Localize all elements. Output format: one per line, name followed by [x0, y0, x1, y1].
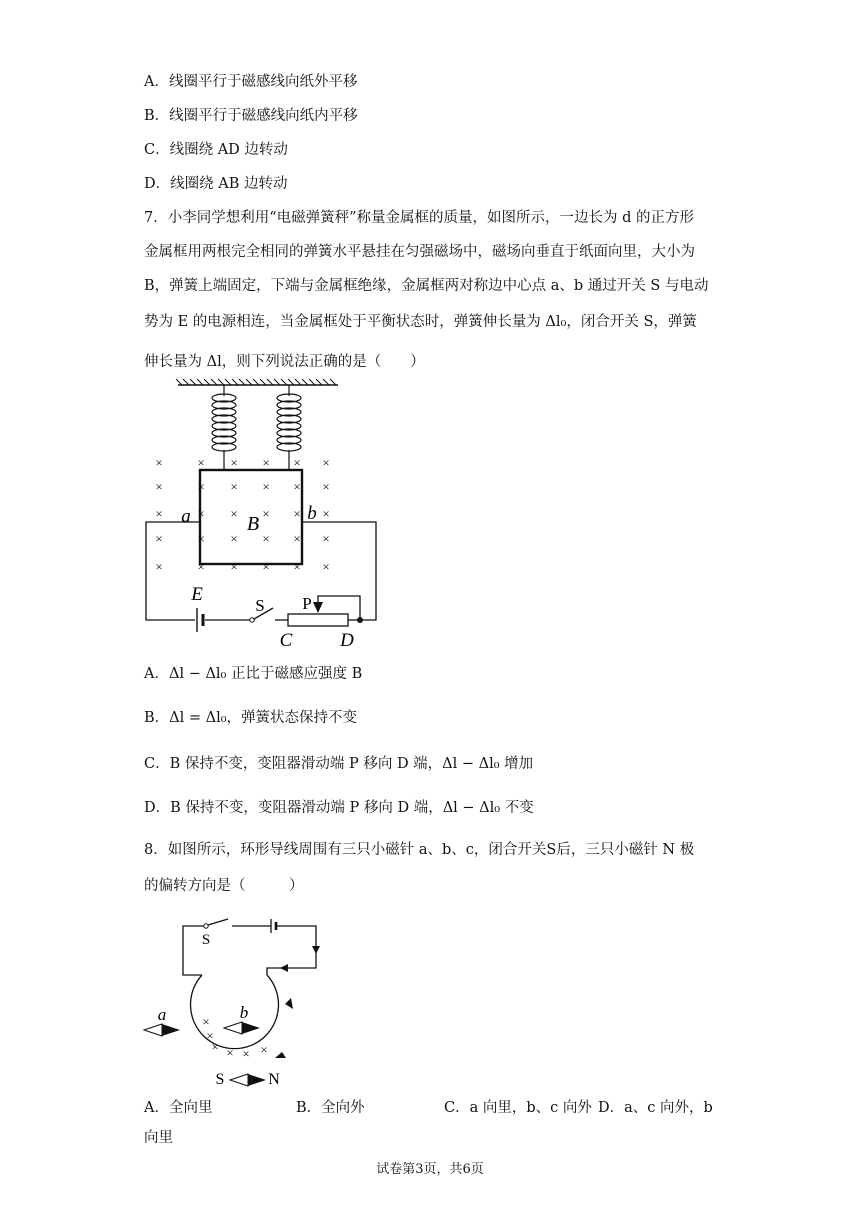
- q7-figure: [140, 378, 390, 651]
- q8-option-d: D．a、c 向外，b: [598, 1100, 713, 1116]
- label-b: b: [239, 1003, 249, 1022]
- q6-option-b: B．线圈平行于磁感线向纸内平移: [144, 108, 358, 124]
- field-cross: ×: [155, 506, 163, 521]
- label-P: P: [302, 594, 312, 613]
- field-cross: ×: [293, 455, 301, 470]
- q7-option-c: C．B 保持不变，变阻器滑动端 P 移向 D 端，Δl − Δl₀ 增加: [144, 756, 534, 772]
- label-switch-S: S: [201, 932, 211, 948]
- field-cross: ×: [230, 455, 238, 470]
- field-cross: ×: [211, 1039, 219, 1054]
- field-cross: ×: [197, 506, 205, 521]
- field-cross: ×: [262, 559, 270, 574]
- q8-stem-line2: 的偏转方向是（ ）: [144, 878, 304, 894]
- q6-option-c: C．线圈绕 AD 边转动: [144, 142, 288, 158]
- q7-option-d: D．B 保持不变，变阻器滑动端 P 移向 D 端，Δl − Δl₀ 不变: [144, 800, 534, 816]
- field-cross: ×: [260, 1042, 268, 1057]
- field-cross: ×: [155, 531, 163, 546]
- field-cross: ×: [322, 559, 330, 574]
- field-cross: ×: [155, 559, 163, 574]
- label-E: E: [191, 584, 203, 605]
- label-D: D: [340, 630, 354, 651]
- q6-option-d: D．线圈绕 AB 边转动: [144, 176, 288, 192]
- field-cross: ×: [322, 455, 330, 470]
- field-cross: ×: [293, 531, 301, 546]
- field-cross: ×: [262, 506, 270, 521]
- field-cross: ×: [322, 479, 330, 494]
- q8-option-c: C．a 向里，b、c 向外: [444, 1100, 592, 1116]
- q6-option-a: A．线圈平行于磁感线向纸外平移: [144, 74, 358, 90]
- field-cross: ×: [155, 479, 163, 494]
- q7-stem-line2: 金属框用两根完全相同的弹簧水平悬挂在匀强磁场中，磁场向垂直于纸面向里，大小为: [144, 244, 695, 260]
- q8-option-a: A．全向里: [144, 1100, 213, 1116]
- field-cross: ×: [293, 506, 301, 521]
- field-cross: ×: [230, 559, 238, 574]
- q7-stem-line1: 7．小李同学想利用“电磁弹簧秤”称量金属框的质量，如图所示，一边长为 d 的正方形: [144, 210, 695, 226]
- field-cross: ×: [322, 506, 330, 521]
- field-cross: ×: [262, 479, 270, 494]
- field-cross: ×: [202, 1014, 210, 1029]
- field-cross: ×: [197, 559, 205, 574]
- q7-option-a: A．Δl − Δl₀ 正比于磁感应强度 B: [144, 666, 363, 682]
- field-cross: ×: [206, 1028, 214, 1043]
- field-cross: ×: [293, 559, 301, 574]
- q8-stem-line1: 8．如图所示，环形导线周围有三只小磁针 a、b、c，闭合开关S后，三只小磁针 N 极: [144, 842, 695, 858]
- field-cross: ×: [262, 531, 270, 546]
- label-S: S: [215, 1071, 225, 1088]
- field-cross: ×: [155, 455, 163, 470]
- label-S: S: [255, 596, 265, 615]
- label-a: a: [181, 506, 191, 527]
- field-cross: ×: [226, 1045, 234, 1060]
- field-cross: ×: [230, 506, 238, 521]
- field-cross: ×: [197, 479, 205, 494]
- q8-figure: [140, 908, 340, 1088]
- label-B: B: [246, 513, 260, 535]
- field-cross: ×: [322, 531, 330, 546]
- field-cross: ×: [242, 1046, 250, 1061]
- field-cross: ×: [230, 479, 238, 494]
- q7-option-b: B．Δl = Δl₀，弹簧状态保持不变: [144, 710, 358, 726]
- label-C: C: [279, 630, 293, 651]
- field-cross: ×: [197, 531, 205, 546]
- field-cross: ×: [262, 455, 270, 470]
- q7-stem-line4: 势为 E 的电源相连，当金属框处于平衡状态时，弹簧伸长量为 Δl₀，闭合开关 S，弹簧: [144, 314, 697, 330]
- label-b: b: [307, 503, 317, 524]
- page-footer: 试卷第3页，共6页: [376, 1162, 484, 1177]
- q8-option-d-continued: 向里: [144, 1130, 173, 1146]
- label-a: a: [157, 1005, 167, 1024]
- q8-option-b: B．全向外: [296, 1100, 365, 1116]
- label-N: N: [268, 1071, 280, 1088]
- field-cross: ×: [230, 531, 238, 546]
- field-cross: ×: [197, 455, 205, 470]
- q7-stem-line3: B，弹簧上端固定，下端与金属框绝缘，金属框两对称边中心点 a、b 通过开关 S 与电动: [144, 278, 709, 294]
- field-cross: ×: [293, 479, 301, 494]
- q7-stem-line5: 伸长量为 Δl，则下列说法正确的是（ ）: [144, 354, 425, 370]
